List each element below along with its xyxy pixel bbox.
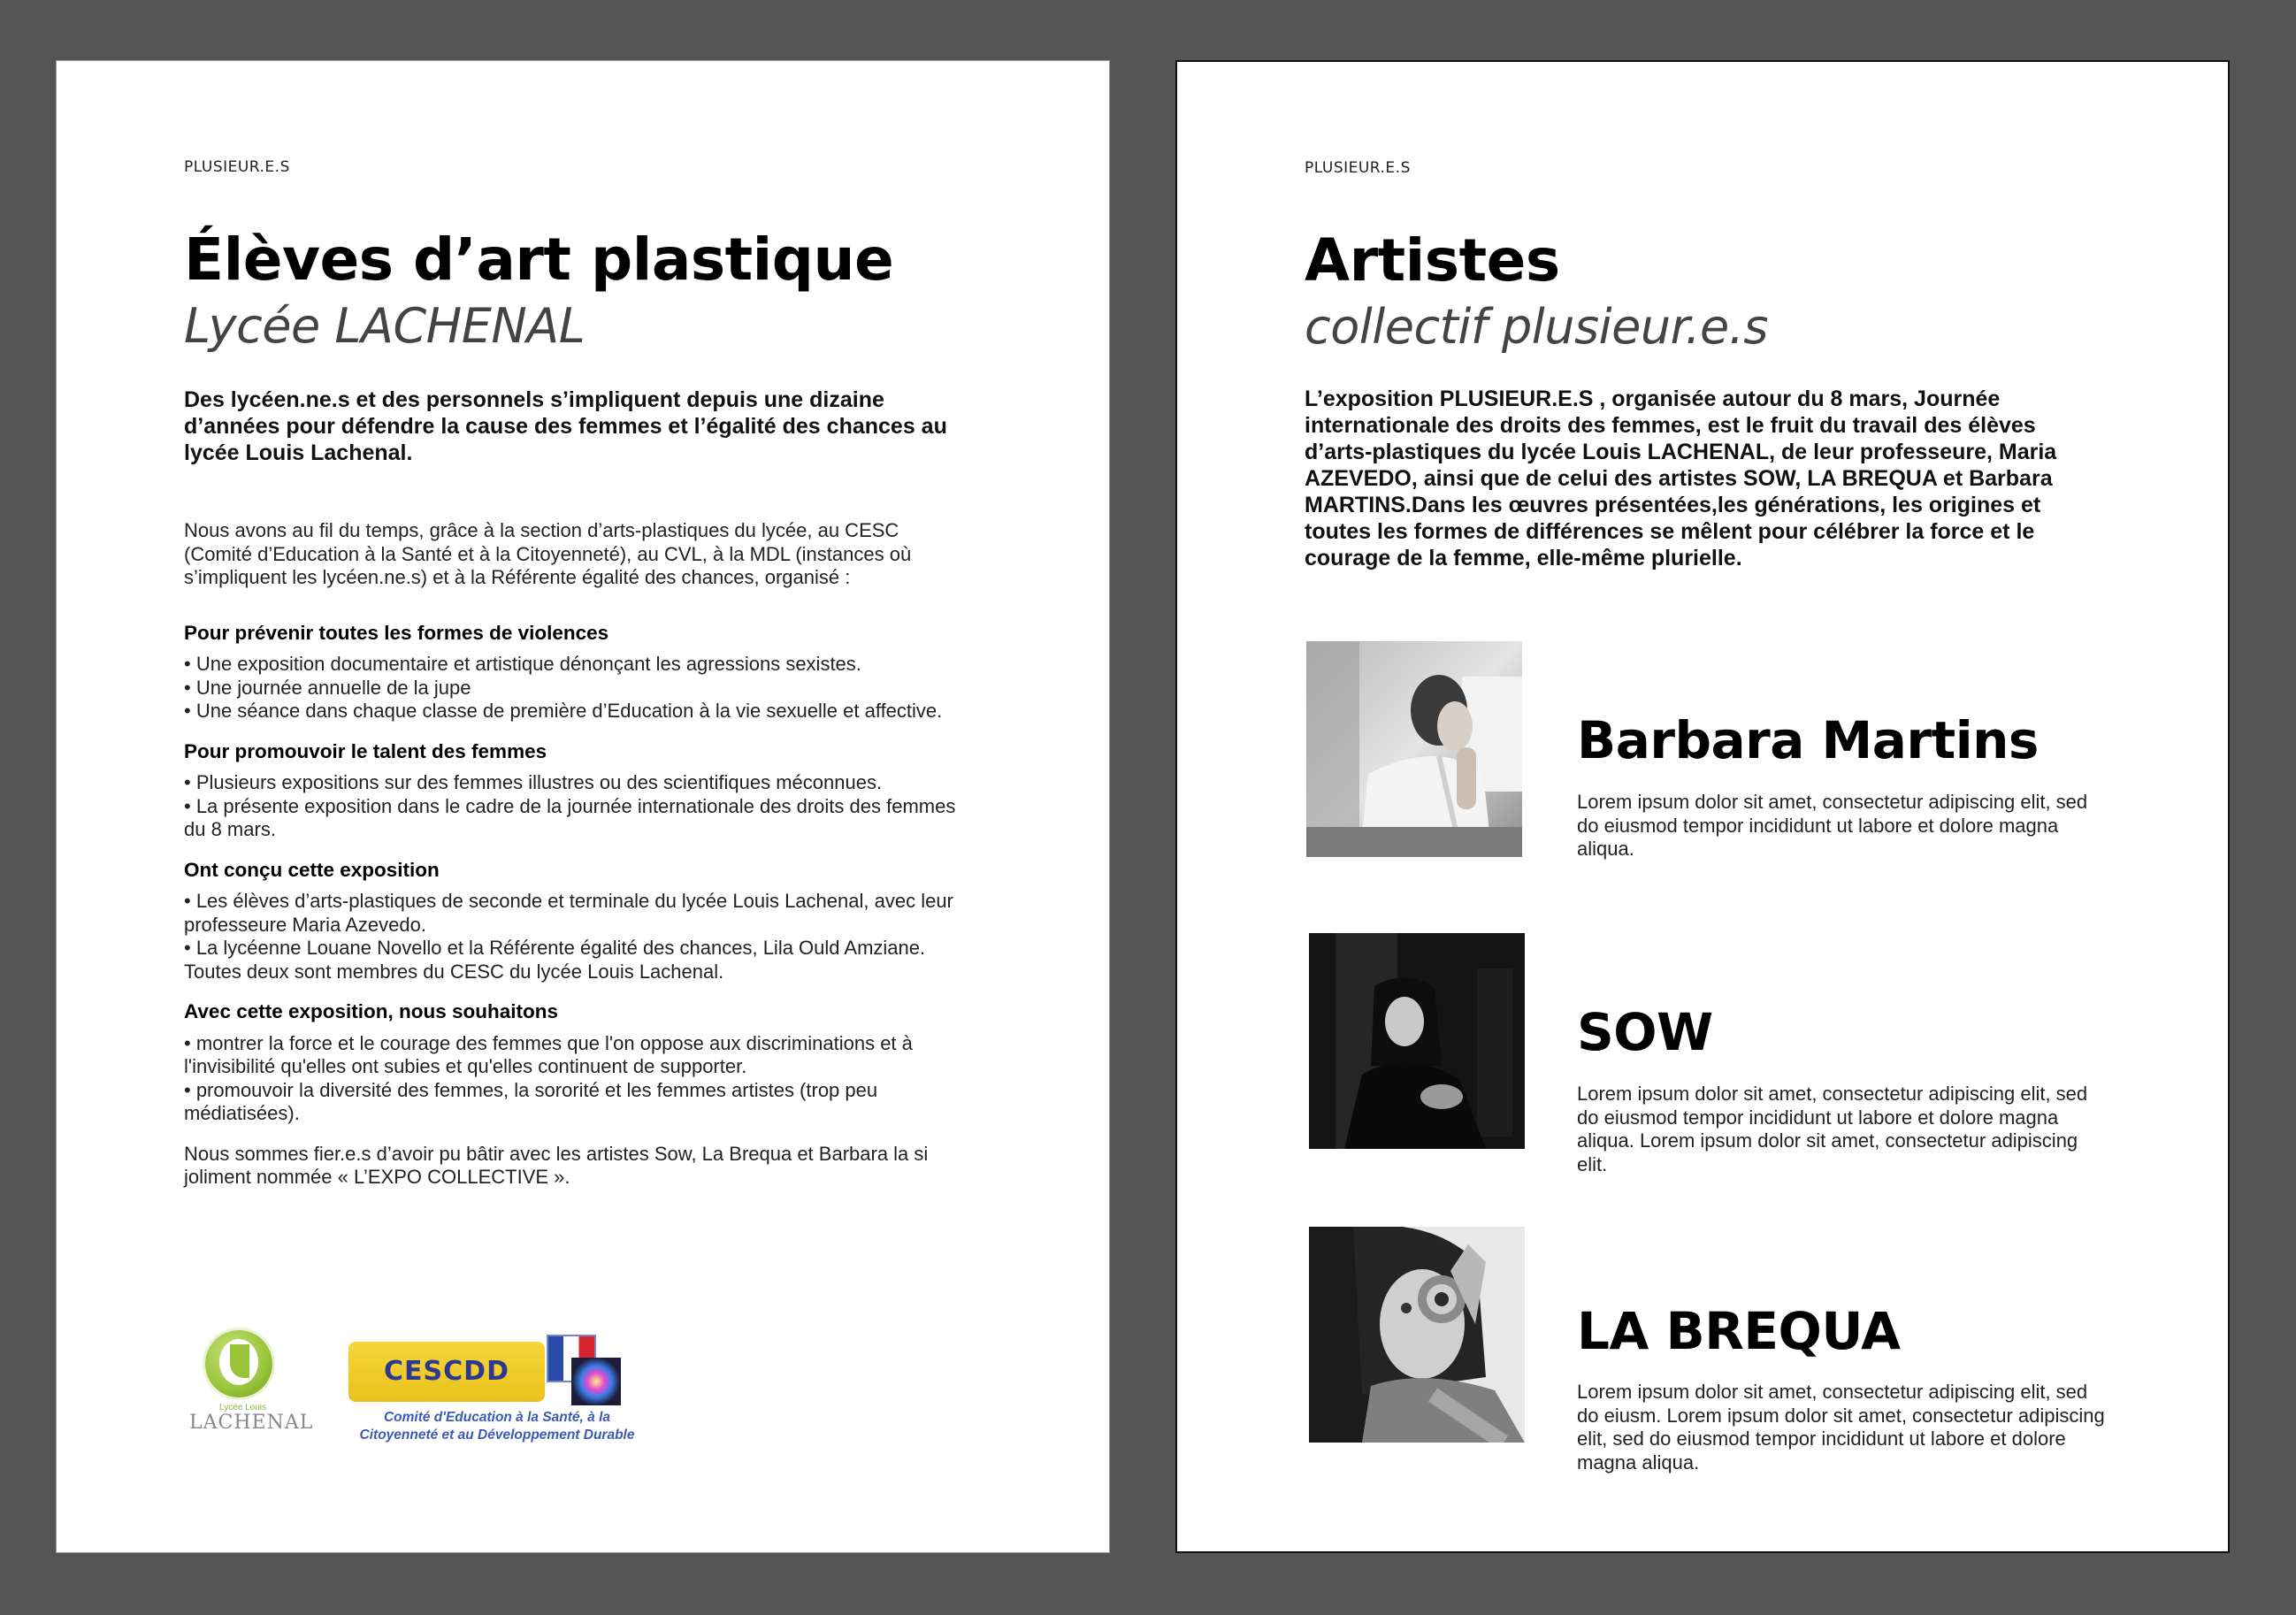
closing-paragraph: Nous sommes fier.e.s d’avoir pu bâtir avec les artistes Sow, La Brequa et Barbara la si joliment nommée « L’EXPO COLLECTIVE ». — [184, 1142, 929, 1188]
cescdd-logo — [348, 1335, 720, 1450]
list-item: • Les élèves d’arts-plastiques de seconde et terminale du lycée Louis Lachenal, avec leur professeure Maria Azevedo. — [184, 890, 953, 936]
cescdd-badge: CESCDD — [348, 1342, 545, 1402]
list-item: • Une journée annuelle de la jupe — [184, 676, 471, 699]
artist-bio: Lorem ipsum dolor sit amet, consectetur adipiscing elit, sed do eiusmod tempor incididunt ut labore et dolore magna aliqua. — [1577, 791, 2088, 860]
left-page — [56, 60, 1110, 1553]
list-item: • montrer la force et le courage des femmes que l'on oppose aux discriminations et à l'invisibilité qu'elles ont subies et qu'elles continuent de supporter. — [184, 1031, 913, 1077]
spark-icon — [571, 1358, 621, 1405]
right-page — [1175, 60, 2230, 1553]
artist-photo-barbara-martins — [1306, 641, 1522, 857]
page-title: Artistes — [1305, 226, 1560, 295]
intro-paragraph: Nous avons au fil du temps, grâce à la section d’arts-plastiques du lycée, au CESC (Comité d’Education à la Santé et à la Citoyenneté), au CVL, à la MDL (instances où s’impliquent les lycéen.ne.s) et à la Référente égalité des chances, organisé : — [184, 519, 912, 588]
page-subtitle: collectif plusieur.e.s — [1305, 299, 1769, 355]
cescdd-caption: Comité d'Education à la Santé, à la Citoyenneté et au Développement Durable — [359, 1410, 635, 1443]
list-item: • La présente exposition dans le cadre de la journée internationale des droits des femmes du 8 mars. — [184, 794, 956, 840]
page-subtitle: Lycée LACHENAL — [184, 298, 585, 354]
artist-name: LA BREQUA — [1577, 1301, 1901, 1361]
section-heading: Avec cette exposition, nous souhaitons — [184, 1000, 558, 1022]
section-heading: Pour prévenir toutes les formes de violences — [184, 621, 609, 644]
list-item: • La lycéenne Louane Novello et la Référente égalité des chances, Lila Ould Amziane. Toutes deux sont membres du CESC du lycée Louis Lachenal. — [184, 937, 926, 983]
artist-bio: Lorem ipsum dolor sit amet, consectetur adipiscing elit, sed do eiusmod tempor incididunt ut labore et dolore magna aliqua. Lorem ipsum dolor sit amet, consectetur adipiscing elit. — [1577, 1083, 2088, 1175]
artist-name: Barbara Martins — [1577, 710, 2039, 770]
section-heading: Pour promouvoir le talent des femmes — [184, 739, 547, 762]
body-text — [184, 519, 962, 1190]
artist-name: SOW — [1577, 1002, 1713, 1062]
section-heading: Ont conçu cette exposition — [184, 858, 440, 881]
list-item: • promouvoir la diversité des femmes, la sororité et les femmes artistes (trop peu médiatisées). — [184, 1078, 878, 1124]
page-title: Élèves d’art plastique — [184, 226, 894, 294]
lachenal-logo-name: LACHENAL — [189, 1412, 314, 1434]
artist-photo-sow — [1309, 933, 1525, 1149]
lachenal-logo-small-text: Lycée Louis — [219, 1403, 266, 1412]
artist-photo-la-brequa — [1309, 1227, 1525, 1443]
running-head: PLUSIEUR.E.S — [184, 158, 290, 176]
artist-bio: Lorem ipsum dolor sit amet, consectetur adipiscing elit, sed do eiusm. Lorem ipsum dolor sit amet, consectetur adipiscing elit, sed do eiusmod tempor incididunt ut labore et dolore magna aliqua. — [1577, 1381, 2105, 1473]
list-item: • Plusieurs expositions sur des femmes illustres ou des scientifiques méconnues. — [184, 771, 883, 793]
list-item: • Une séance dans chaque classe de première d’Education à la vie sexuelle et affective. — [184, 700, 943, 722]
lachenal-logo — [186, 1330, 314, 1436]
list-item: • Une exposition documentaire et artistique dénonçant les agressions sexistes. — [184, 653, 861, 675]
lead-paragraph: Des lycéen.ne.s et des personnels s’impliquent depuis une dizaine d’années pour défendre la cause des femmes et l’égalité des chances au lycée Louis Lachenal. — [184, 387, 947, 465]
running-head: PLUSIEUR.E.S — [1305, 159, 1411, 177]
lead-paragraph: L’exposition PLUSIEUR.E.S , organisée autour du 8 mars, Journée internationale des droits des femmes, est le fruit du travail des élèves d’arts-plastiques du lycée Louis LACHENAL, de leur professeure, Maria AZEVEDO, ainsi que de celui des artistes SOW, LA BREQUA et Barbara MARTINS.Dans les œuvres présentées,les générations, les origines et toutes les formes de différences se mêlent pour célébrer la force et le courage de la femme, elle-même plurielle. — [1305, 387, 2057, 570]
